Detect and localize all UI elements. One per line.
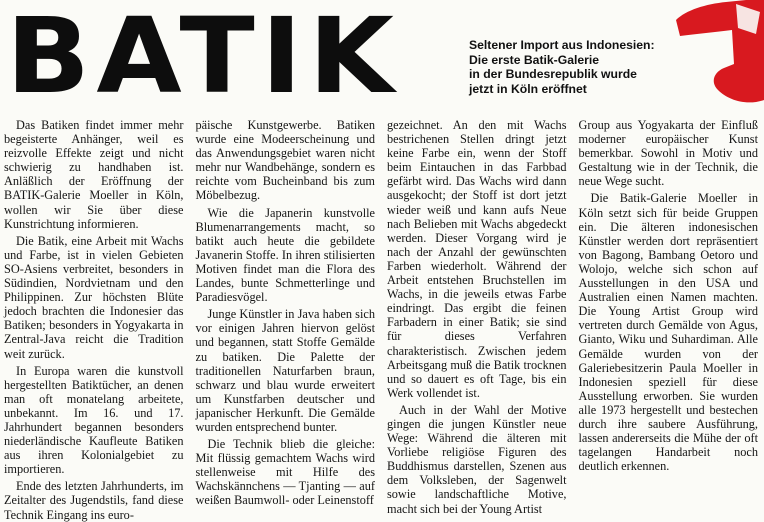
red-graphic-decoration — [676, 0, 764, 112]
text-column-3 — [387, 118, 567, 516]
paragraph: Junge Künstler in Java haben sich vor einigen Jahren hiervon gelöst und begannen, statt Stoffe Gemälde zu batiken. Die Palette der traditionellen Naturfarben braun, schwarz und blau wurde erweitert um Kunstfarben deutscher und japanischer Herkunft. Die Gemälde wurden entsprechend bunter. — [195, 307, 375, 434]
paragraph: Die Batik-Galerie Moeller in Köln setzt sich für beide Gruppen ein. Die älteren indonesischen Künstler werden dort repräsentiert von Bagong, Bambang Oetoro und Wolojo, welche sich schon auf Ausstellungen in den USA und Australien einen Namen machten. Die Young Artist Group wird vertreten durch Gemälde von Agus, Gianto, Wiku und Suhardiman. Alle Gemälde wurden von der Galeriebesitzerin Paula Moeller in Indonesien speziell für diese Ausstellung erworben. Sie wurden alle 1973 hergestellt und bestechen durch ihre saubere Ausführung, lassen andererseits die Mühe der oft tagelangen Handarbeit noch deutlich erkennen. — [578, 191, 758, 474]
paragraph: gezeichnet. An den mit Wachs bestrichenen Stellen dringt jetzt keine Farbe ein, wenn der Stoff beim Eintauchen in das Farbbad gefärbt wird. Das Wachs wird dann ausgekocht; der Stoff ist dort jetzt wieder weiß und kann aufs Neue nach Belieben mit Wachs abgedeckt werden. Dieser Vorgang wird je nach der Anzahl der gewünschten Farben wiederholt. Während der Arbeit entstehen Bruchstellen im Wachs, in die jeweils etwas Farbe eindringt. Das ergibt die feinen Farbadern in einer Batik; sie sind für dieses Verfahren charakteristisch. Zwischen jedem Arbeitsgang muß die Batik trocknen und so dauert es oft Tage, bis ein Werk vollendet ist. — [387, 118, 567, 400]
subtitle-line: in der Bundesrepublik wurde — [469, 67, 637, 81]
subtitle-line: Seltener Import aus Indonesien: — [469, 38, 655, 52]
article-body — [0, 118, 764, 522]
text-column-2 — [195, 118, 376, 508]
paragraph: In Europa waren die kunstvoll hergestellten Batiktücher, an denen man oft monatelang arbeitete, unbekannt. Im 16. und 17. Jahrhundert begannen besonders niederländische Kaufleute Batiken aus ihren Kolonialgebiet zu importieren. — [4, 363, 184, 477]
paragraph: Wie die Japanerin kunstvolle Blumenarrangements macht, so batikt auch heute die gebildete Javanerin Stoffe. In ihren stilisierten Motiven findet man die Flora des Landes, bunte Schmetterlinge und Paradiesvögel. — [195, 205, 375, 305]
article-subtitle — [469, 38, 669, 96]
text-column-1 — [4, 118, 184, 522]
paragraph: Ende des letzten Jahrhunderts, im Zeitalter des Jugendstils, fand diese Technik Eingang ins euro- — [4, 479, 184, 522]
paragraph: päische Kunstgewerbe. Batiken wurde eine Modeerscheinung und das Anwendungsgebiet waren nicht mehr nur Wandbehänge, sondern es reichte vom Bucheinband bis zum Möbelbezug. — [195, 118, 375, 203]
paragraph: Auch in der Wahl der Motive gingen die jungen Künstler neue Wege: Während die älteren mit Vorliebe religiöse Figuren des Buddhismus darstellen, Szenen aus dem Volksleben, der Sagenwelt sowie landschaftliche Motive, macht sich bei der Young Artist — [387, 402, 567, 516]
paragraph: Die Technik blieb die gleiche: Mit flüssig gemachtem Wachs wird stellenweise mit Hilfe des Wachskännchens — Tjanting — auf weißen Baumwoll- oder Leinenstoff — [195, 437, 375, 508]
text-column-4 — [579, 118, 759, 499]
paragraph: Die Batik, eine Arbeit mit Wachs und Farbe, ist in vielen Gebieten SO-Asiens verbreitet, besonders in Südindien, Nordvietnam und den Philippinen. Zur höchsten Blüte jedoch brachten die Indonesier das Batiken; besonders in Yogyakarta in Zentral-Java reicht die Tradition weit zurück. — [4, 233, 184, 361]
subtitle-line: jetzt in Köln eröffnet — [469, 81, 587, 96]
article-title: BATIK — [6, 0, 401, 117]
paragraph: Group aus Yogyakarta der Einfluß moderner europäischer Kunst bemerkbar. Sowohl in Motiv und Gestaltung wie in der Technik, die neue Wege sucht. — [578, 118, 758, 189]
paragraph: Das Batiken findet immer mehr begeisterte Anhänger, weil es reizvolle Effekte zeigt und nicht schwierig zu handhaben ist. Anläßlich der Eröffnung der BATIK-Galerie Moeller in Köln, wollen wir Sie über diese Kunstrichtung informieren. — [4, 118, 184, 231]
subtitle-line: Die erste Batik-Galerie — [469, 52, 600, 67]
